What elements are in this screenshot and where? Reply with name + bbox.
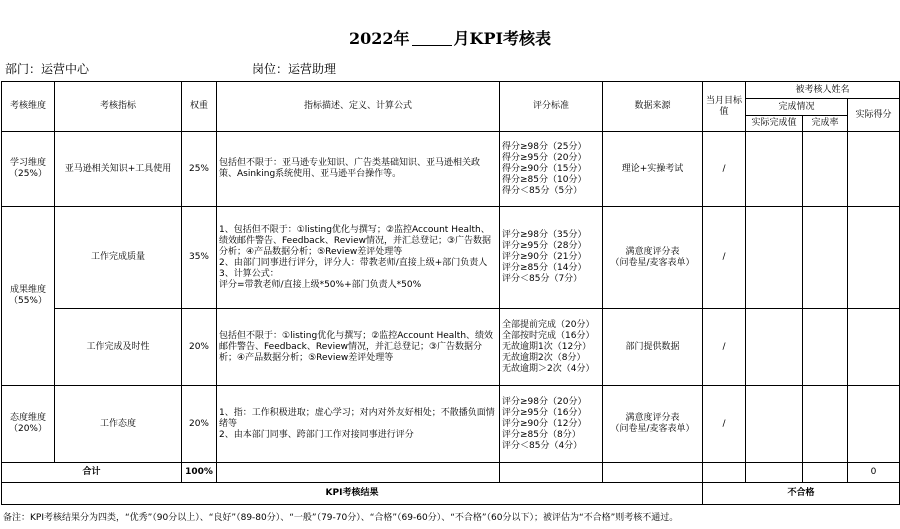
cell-actual-score[interactable] [848, 309, 900, 386]
cell-criteria: 全部提前完成（20分） 全部按时完成（16分） 无故逾期1次（12分） 无故逾期2次（8分） 无故逾期＞2次（4分） [500, 309, 603, 386]
header-indicator: 考核指标 [55, 82, 182, 132]
header-actual-score: 实际得分 [848, 99, 900, 132]
cell-rate[interactable] [803, 207, 848, 309]
cell-criteria: 得分≥98分（25分） 得分≥95分（20分） 得分≥90分（15分） 得分≥85分（10分） 得分＜85分（5分） [500, 132, 603, 207]
cell-actual-value[interactable] [746, 132, 803, 207]
header-criteria: 评分标准 [500, 82, 603, 132]
cell-rate[interactable] [803, 309, 848, 386]
table-row [2, 207, 900, 309]
cell-actual-score[interactable] [848, 132, 900, 207]
title-rest: 月KPI考核表 [453, 29, 551, 48]
cell-actual-value[interactable] [746, 309, 803, 386]
cell-target: / [703, 207, 746, 309]
header-actual-value: 实际完成值 [746, 116, 803, 132]
cell-rate[interactable] [803, 386, 848, 463]
cell-actual-score[interactable] [848, 386, 900, 463]
header-dimension: 考核维度 [2, 82, 55, 132]
total-row [2, 463, 900, 483]
cell-dimension: 态度维度 （20%） [2, 386, 55, 463]
position-label: 岗位：运营助理 [252, 62, 337, 76]
table-row [2, 309, 900, 386]
header-target: 当月目标值 [703, 82, 746, 132]
cell-source: 满意度评分表 （问卷星/麦客表单） [603, 386, 703, 463]
cell-target: / [703, 309, 746, 386]
cell-description: 包括但不限于：①listing优化与撰写；②监控Account Health、绩效邮件警告、Feedback、Review情况，并汇总登记；③广告数据分析；④产品数据分析；⑤Review差评处理等 [217, 309, 500, 386]
cell-source: 部门提供数据 [603, 309, 703, 386]
kpi-table [1, 81, 900, 505]
cell-weight: 35% [182, 207, 217, 309]
header-rate: 完成率 [803, 116, 848, 132]
header-completion: 完成情况 [746, 99, 848, 116]
title-year: 2022年 [349, 29, 410, 48]
result-label: KPI考核结果 [2, 483, 703, 505]
cell-description: 1、指：工作积极进取；虚心学习；对内对外友好相处；不散播负面情绪等 2、由本部门同事、跨部门工作对接同事进行评分 [217, 386, 500, 463]
table-row [2, 132, 900, 207]
cell-actual-value[interactable] [746, 386, 803, 463]
cell-indicator: 工作态度 [55, 386, 182, 463]
cell-target: / [703, 386, 746, 463]
result-value: 不合格 [703, 483, 900, 505]
cell-indicator: 工作完成及时性 [55, 309, 182, 386]
header-source: 数据来源 [603, 82, 703, 132]
cell-dimension: 学习维度 （25%） [2, 132, 55, 207]
cell-criteria: 评分≥98分（35分） 评分≥95分（28分） 评分≥90分（21分） 评分≥85分（14分） 评分＜85分（7分） [500, 207, 603, 309]
total-score[interactable]: 0 [848, 463, 900, 483]
department-label: 部门：运营中心 [5, 62, 90, 76]
month-blank [412, 29, 452, 46]
result-row [2, 483, 900, 505]
footnote: 备注：KPI考核结果分为四类，“优秀”（90分以上）、“良好”（89-80分）、“一般”（79-70分）、“合格”（69-60分）、“不合格”（60分以下）；被评估为“不合格”则考核不通过。 [3, 513, 679, 523]
cell-weight: 25% [182, 132, 217, 207]
total-label: 合计 [2, 463, 182, 483]
header-appraisee-name: 被考核人姓名 [746, 82, 900, 99]
cell-weight: 20% [182, 386, 217, 463]
cell-description: 1、包括但不限于：①listing优化与撰写；②监控Account Health、绩效邮件警告、Feedback、Review情况，并汇总登记；③广告数据分析；④产品数据分析；⑤Review差评处理等 2、由部门同事进行评分，评分人：带教老师/直接上级+部门负责人 3、计算公式： 评分=带教老师/直接上级*50%+部门负责人*50% [217, 207, 500, 309]
cell-source: 满意度评分表 （问卷星/麦客表单） [603, 207, 703, 309]
cell-criteria: 评分≥98分（20分） 评分≥95分（16分） 评分≥90分（12分） 评分≥85分（8分） 评分＜85分（4分） [500, 386, 603, 463]
cell-target: / [703, 132, 746, 207]
header-description: 指标描述、定义、计算公式 [217, 82, 500, 132]
cell-actual-value[interactable] [746, 207, 803, 309]
cell-indicator: 工作完成质量 [55, 207, 182, 309]
cell-dimension: 成果维度 （55%） [2, 207, 55, 386]
cell-rate[interactable] [803, 132, 848, 207]
cell-indicator: 亚马逊相关知识+工具使用 [55, 132, 182, 207]
total-weight: 100% [182, 463, 217, 483]
header-weight: 权重 [182, 82, 217, 132]
cell-source: 理论+实操考试 [603, 132, 703, 207]
cell-description: 包括但不限于：亚马逊专业知识、广告类基础知识、亚马逊相关政策、Asinking系统使用、亚马逊平台操作等。 [217, 132, 500, 207]
page-title [0, 22, 900, 56]
cell-actual-score[interactable] [848, 207, 900, 309]
table-row [2, 386, 900, 463]
cell-weight: 20% [182, 309, 217, 386]
